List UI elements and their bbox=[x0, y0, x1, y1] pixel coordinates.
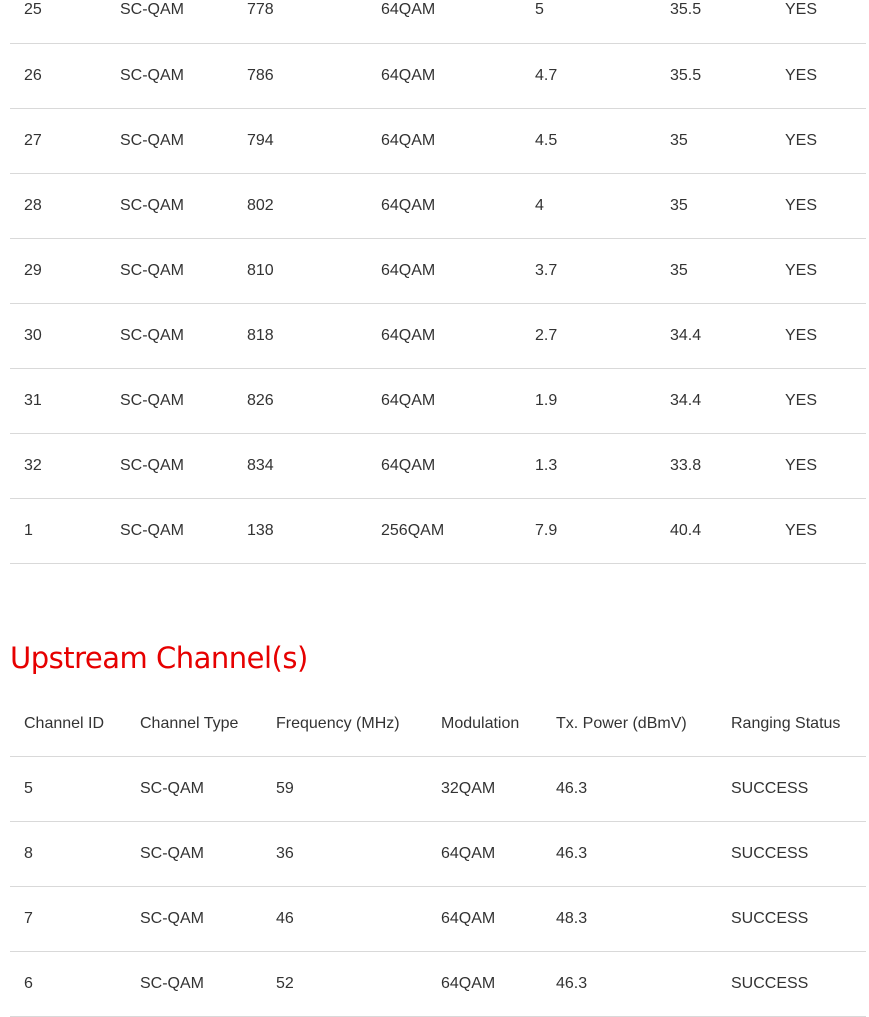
lock-status-cell: YES bbox=[771, 303, 866, 368]
snr-cell: 35 bbox=[656, 108, 771, 173]
column-header-channel-id: Channel ID bbox=[10, 692, 126, 757]
column-header-frequency: Frequency (MHz) bbox=[262, 692, 427, 757]
power-cell: 5 bbox=[521, 0, 656, 43]
channel-type-cell: SC-QAM bbox=[126, 952, 262, 1017]
channel-id-cell: 7 bbox=[10, 887, 126, 952]
channel-id-cell: 25 bbox=[10, 0, 106, 43]
frequency-cell: 778 bbox=[233, 0, 367, 43]
ranging-status-cell: SUCCESS bbox=[717, 887, 866, 952]
power-cell: 1.9 bbox=[521, 368, 656, 433]
table-header-row bbox=[10, 692, 866, 757]
lock-status-cell: YES bbox=[771, 173, 866, 238]
frequency-cell: 138 bbox=[233, 498, 367, 563]
channel-type-cell: SC-QAM bbox=[106, 108, 233, 173]
snr-cell: 34.4 bbox=[656, 303, 771, 368]
downstream-table-container bbox=[10, 0, 866, 564]
tx-power-cell: 46.3 bbox=[542, 952, 717, 1017]
power-cell: 7.9 bbox=[521, 498, 656, 563]
snr-cell: 35 bbox=[656, 238, 771, 303]
modulation-cell: 64QAM bbox=[367, 43, 521, 108]
channel-id-cell: 30 bbox=[10, 303, 106, 368]
table-row bbox=[10, 822, 866, 887]
table-row bbox=[10, 498, 866, 563]
channel-type-cell: SC-QAM bbox=[106, 433, 233, 498]
channel-type-cell: SC-QAM bbox=[126, 887, 262, 952]
lock-status-cell: YES bbox=[771, 43, 866, 108]
frequency-cell: 810 bbox=[233, 238, 367, 303]
snr-cell: 33.8 bbox=[656, 433, 771, 498]
channel-id-cell: 29 bbox=[10, 238, 106, 303]
channel-type-cell: SC-QAM bbox=[106, 303, 233, 368]
channel-type-cell: SC-QAM bbox=[106, 173, 233, 238]
modulation-cell: 64QAM bbox=[427, 887, 542, 952]
modulation-cell: 64QAM bbox=[367, 368, 521, 433]
upstream-table-container bbox=[10, 692, 866, 1017]
frequency-cell: 36 bbox=[262, 822, 427, 887]
snr-cell: 40.4 bbox=[656, 498, 771, 563]
channel-id-cell: 1 bbox=[10, 498, 106, 563]
tx-power-cell: 48.3 bbox=[542, 887, 717, 952]
modulation-cell: 64QAM bbox=[367, 0, 521, 43]
lock-status-cell: YES bbox=[771, 433, 866, 498]
lock-status-cell: YES bbox=[771, 498, 866, 563]
channel-type-cell: SC-QAM bbox=[106, 368, 233, 433]
power-cell: 4 bbox=[521, 173, 656, 238]
table-row bbox=[10, 108, 866, 173]
frequency-cell: 794 bbox=[233, 108, 367, 173]
modulation-cell: 64QAM bbox=[367, 433, 521, 498]
downstream-channel-table bbox=[10, 0, 866, 564]
channel-type-cell: SC-QAM bbox=[126, 757, 262, 822]
channel-id-cell: 5 bbox=[10, 757, 126, 822]
ranging-status-cell: SUCCESS bbox=[717, 952, 866, 1017]
lock-status-cell: YES bbox=[771, 238, 866, 303]
power-cell: 1.3 bbox=[521, 433, 656, 498]
modulation-cell: 64QAM bbox=[367, 238, 521, 303]
lock-status-cell: YES bbox=[771, 108, 866, 173]
channel-id-cell: 32 bbox=[10, 433, 106, 498]
snr-cell: 35.5 bbox=[656, 43, 771, 108]
frequency-cell: 46 bbox=[262, 887, 427, 952]
table-row bbox=[10, 433, 866, 498]
channel-id-cell: 6 bbox=[10, 952, 126, 1017]
modulation-cell: 64QAM bbox=[367, 108, 521, 173]
channel-type-cell: SC-QAM bbox=[106, 43, 233, 108]
frequency-cell: 834 bbox=[233, 433, 367, 498]
channel-type-cell: SC-QAM bbox=[106, 0, 233, 43]
power-cell: 2.7 bbox=[521, 303, 656, 368]
tx-power-cell: 46.3 bbox=[542, 757, 717, 822]
frequency-cell: 826 bbox=[233, 368, 367, 433]
channel-type-cell: SC-QAM bbox=[126, 822, 262, 887]
table-row bbox=[10, 952, 866, 1017]
table-row bbox=[10, 757, 866, 822]
frequency-cell: 802 bbox=[233, 173, 367, 238]
modulation-cell: 64QAM bbox=[427, 952, 542, 1017]
power-cell: 4.7 bbox=[521, 43, 656, 108]
power-cell: 4.5 bbox=[521, 108, 656, 173]
modulation-cell: 64QAM bbox=[427, 822, 542, 887]
modulation-cell: 64QAM bbox=[367, 173, 521, 238]
frequency-cell: 818 bbox=[233, 303, 367, 368]
power-cell: 3.7 bbox=[521, 238, 656, 303]
table-row bbox=[10, 368, 866, 433]
frequency-cell: 52 bbox=[262, 952, 427, 1017]
channel-id-cell: 28 bbox=[10, 173, 106, 238]
channel-id-cell: 31 bbox=[10, 368, 106, 433]
upstream-channel-table bbox=[10, 692, 866, 1017]
frequency-cell: 59 bbox=[262, 757, 427, 822]
table-row bbox=[10, 303, 866, 368]
modulation-cell: 256QAM bbox=[367, 498, 521, 563]
ranging-status-cell: SUCCESS bbox=[717, 757, 866, 822]
table-row bbox=[10, 43, 866, 108]
lock-status-cell: YES bbox=[771, 0, 866, 43]
snr-cell: 35 bbox=[656, 173, 771, 238]
channel-type-cell: SC-QAM bbox=[106, 498, 233, 563]
channel-id-cell: 27 bbox=[10, 108, 106, 173]
tx-power-cell: 46.3 bbox=[542, 822, 717, 887]
upstream-section-title: Upstream Channel(s) bbox=[10, 641, 308, 675]
channel-id-cell: 26 bbox=[10, 43, 106, 108]
column-header-modulation: Modulation bbox=[427, 692, 542, 757]
snr-cell: 34.4 bbox=[656, 368, 771, 433]
table-row bbox=[10, 173, 866, 238]
column-header-ranging-status: Ranging Status bbox=[717, 692, 866, 757]
channel-id-cell: 8 bbox=[10, 822, 126, 887]
modulation-cell: 32QAM bbox=[427, 757, 542, 822]
lock-status-cell: YES bbox=[771, 368, 866, 433]
table-row bbox=[10, 0, 866, 43]
table-row bbox=[10, 887, 866, 952]
snr-cell: 35.5 bbox=[656, 0, 771, 43]
ranging-status-cell: SUCCESS bbox=[717, 822, 866, 887]
table-row bbox=[10, 238, 866, 303]
modulation-cell: 64QAM bbox=[367, 303, 521, 368]
column-header-tx-power: Tx. Power (dBmV) bbox=[542, 692, 717, 757]
frequency-cell: 786 bbox=[233, 43, 367, 108]
column-header-channel-type: Channel Type bbox=[126, 692, 262, 757]
channel-type-cell: SC-QAM bbox=[106, 238, 233, 303]
